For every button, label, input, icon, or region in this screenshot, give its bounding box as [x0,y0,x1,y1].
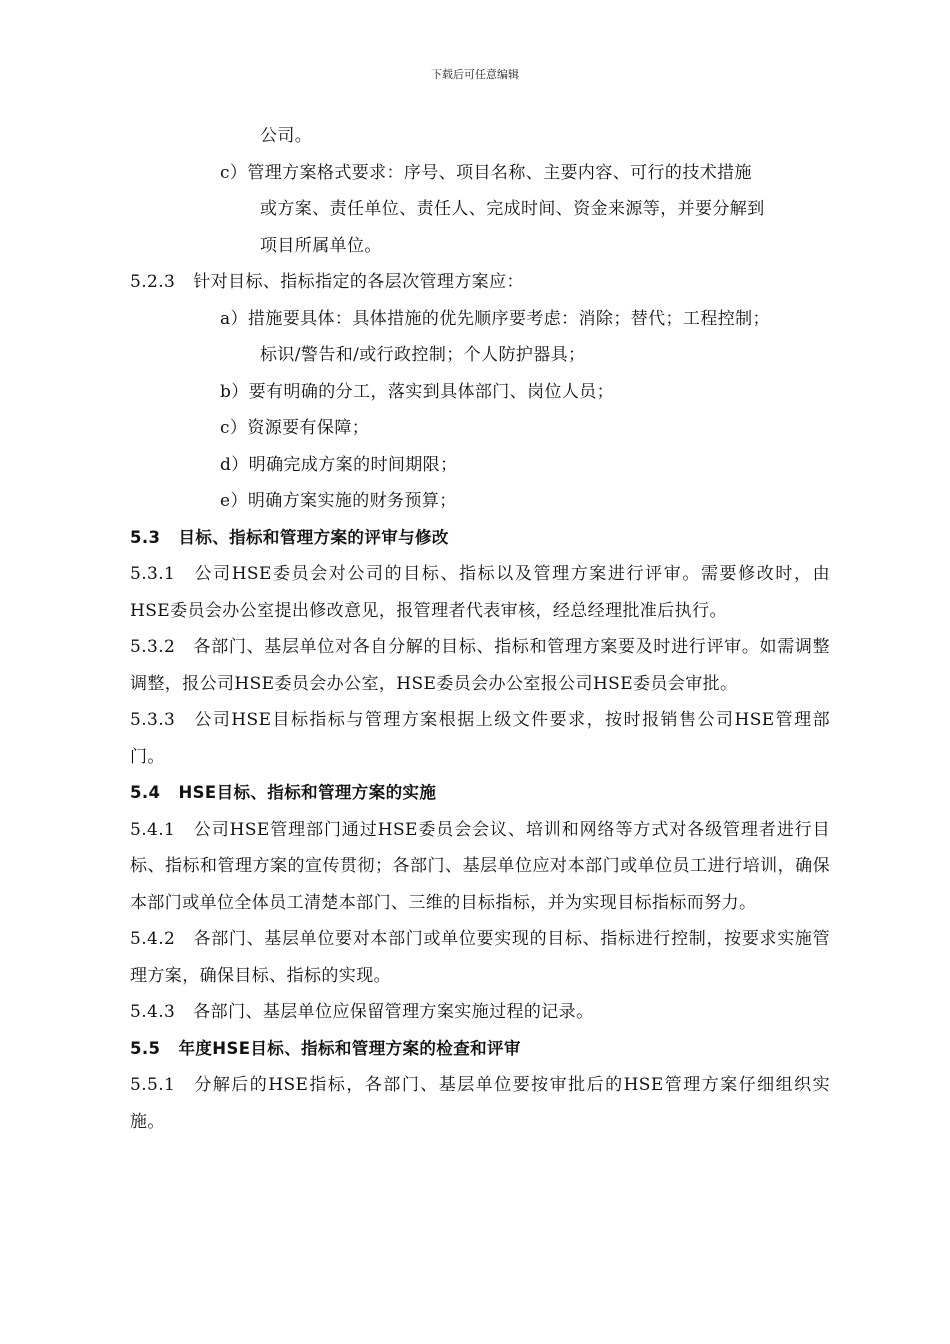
paragraph-text: 分解后的HSE指标，各部门、基层单位要按审批后的HSE管理方案仔细组织实施。 [130,1075,830,1132]
section-text: 针对目标、指标指定的各层次管理方案应： [193,272,524,292]
paragraph-text: 公司HSE管理部门通过HSE委员会会议、培训和网络等方式对各级管理者进行目标、指标和管理方案的宣传贯彻；各部门、基层单位应对本部门或单位员工进行培训，确保本部门或单位全体员工清楚本部门、三维的目标指标，并为实现目标指标而努力。 [130,819,830,913]
paragraph-5-4-3 [130,994,830,1031]
paragraph-number: 5.4.2 [130,929,176,949]
heading-5-5 [130,1031,830,1068]
paragraph-5-3-3 [130,702,830,775]
paragraph-number: 5.3.2 [130,637,176,657]
list-item-c2: c）资源要有保障； [220,418,370,438]
list-item-c: c）管理方案格式要求：序号、项目名称、主要内容、可行的技术措施 [220,162,752,183]
paragraph-text: 各部门、基层单位应保留管理方案实施过程的记录。 [193,1002,594,1022]
paragraph-text: 各部门、基层单位要对本部门或单位要实现的目标、指标进行控制，按要求实施管理方案，确保目标、指标的实现。 [130,929,830,986]
page-header-note: 下载后可任意编辑 [431,68,519,81]
document-body [130,118,830,1140]
paragraph-5-3-2 [130,629,830,702]
paragraph-5-5-1 [130,1067,830,1140]
heading-text: 目标、指标和管理方案的评审与修改 [178,527,449,547]
heading-5-3 [130,520,830,557]
heading-5-4 [130,775,830,812]
list-item-b: b）要有明确的分工，落实到具体部门、岗位人员； [220,381,615,402]
list-item-d: d）明确完成方案的时间期限； [220,454,458,475]
list-item-c-cont-2: 项目所属单位。 [260,235,382,256]
section-number: 5.2.3 [130,272,176,292]
paragraph-text: 公司HSE目标指标与管理方案根据上级文件要求，按时报销售公司HSE管理部门。 [130,710,830,767]
paragraph-text: 各部门、基层单位对各自分解的目标、指标和管理方案要及时进行评审。如需调整调整，报公司HSE委员会办公室，HSE委员会办公室报公司HSE委员会审批。 [130,637,830,694]
list-item-e: e）明确方案实施的财务预算； [220,491,457,511]
paragraph-5-4-2 [130,921,830,994]
heading-number: 5.4 [130,783,161,802]
section-5-2-3 [130,264,830,301]
paragraph-number: 5.4.3 [130,1002,176,1022]
paragraph-number: 5.5.1 [130,1075,176,1095]
heading-number: 5.5 [130,1038,161,1058]
paragraph-number: 5.4.1 [130,819,176,840]
heading-text: HSE目标、指标和管理方案的实施 [178,783,437,802]
continuation-line: 公司。 [260,126,313,146]
paragraph-number: 5.3.1 [130,564,176,584]
heading-text: 年度HSE目标、指标和管理方案的检查和评审 [178,1038,521,1058]
paragraph-number: 5.3.3 [130,710,176,730]
paragraph-5-3-1 [130,556,830,629]
paragraph-text: 公司HSE委员会对公司的目标、指标以及管理方案进行评审。需要修改时，由HSE委员会办公室提出修改意见，报管理者代表审核，经总经理批准后执行。 [130,564,830,621]
paragraph-5-4-1 [130,812,830,922]
list-item-c-cont-1: 或方案、责任单位、责任人、完成时间、资金来源等，并要分解到 [260,199,765,219]
list-item-a: a）措施要具体：具体措施的优先顺序要考虑：消除；替代；工程控制； [220,308,770,329]
list-item-a-cont: 标识/警告和/或行政控制；个人防护器具； [260,345,586,365]
heading-number: 5.3 [130,527,161,547]
